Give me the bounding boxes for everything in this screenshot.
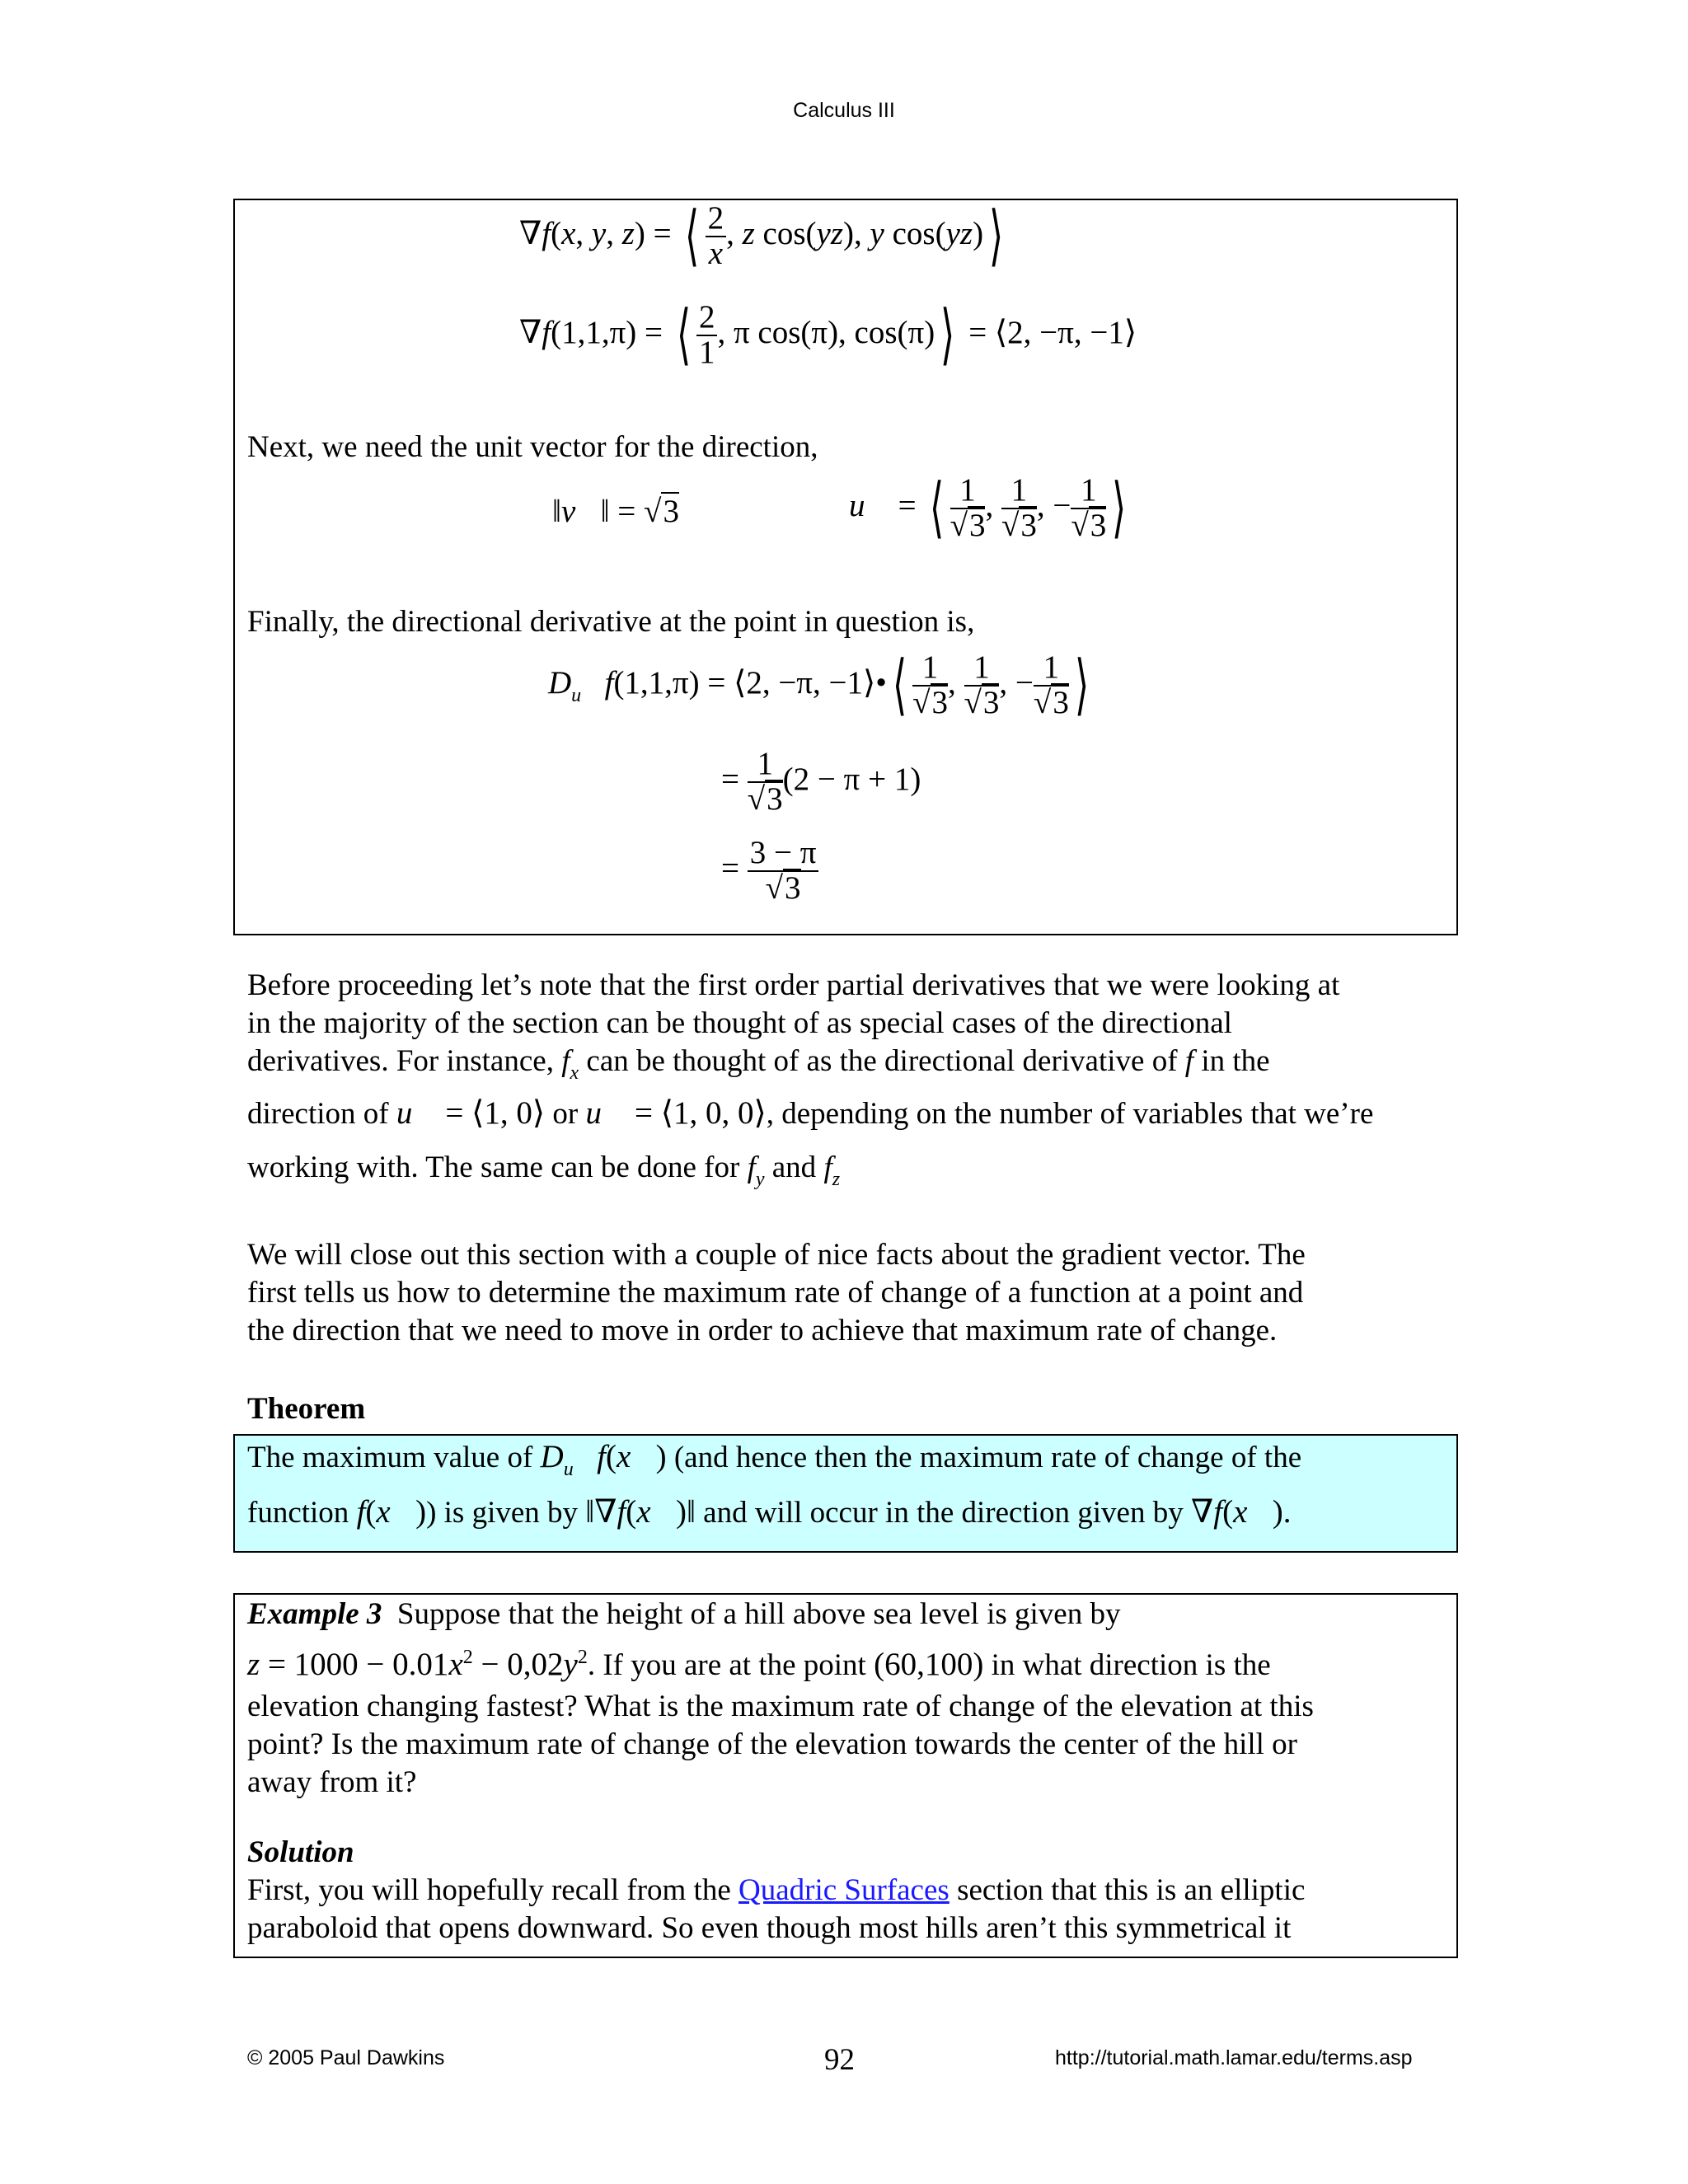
derivative-result: = $\frac{3 - \pi}{√3}$ — [721, 837, 818, 906]
directional-derivative-equation: $D_{u⃗}$ f(1,1,π) = ⟨2, −π, −1⟩•⟨ $\frac{1}{√3}$ , $\frac{1}{√3}$ , − $\frac{1}{√3}$ ⟩ — [548, 649, 1090, 722]
theorem-line2-c: and will occur in the direction given by — [703, 1496, 1184, 1530]
theorem-heading: Theorem — [247, 1392, 366, 1426]
theorem-line1-b: (and hence then the maximum rate of change of the — [673, 1441, 1302, 1474]
theorem-line2: function f(x⃗)) is given by ‖∇f(x⃗)‖ and will occur in the direction given by ∇f(x⃗). — [247, 1494, 1292, 1530]
para1-line2: in the majority of the section can be thought of as special cases of the directional — [247, 1006, 1232, 1040]
solution-line1 — [247, 1872, 1305, 1910]
example-label: Example 3 — [247, 1597, 382, 1631]
page-header: Calculus III — [793, 99, 895, 122]
vector-norm-equation: ‖v⃗‖ = √3 — [552, 494, 679, 529]
example-line2: $z = 1000 - 0.01x^2 - 0,02y^2$. If you are at the point (60,100) in what direction is the — [247, 1647, 1271, 1682]
solution-line1-b: section that this is an elliptic — [957, 1873, 1306, 1907]
example-line1-text: Suppose that the height of a hill above sea level is given by — [396, 1597, 1121, 1631]
para1-line4-or: or — [552, 1097, 579, 1131]
solution-line1-a: First, you will hopefully recall from the — [247, 1873, 731, 1907]
example-line1 — [247, 1596, 1120, 1633]
example-line2-a: . If you are at the point — [587, 1648, 866, 1682]
example-line3: elevation changing fastest? What is the maximum rate of change of the elevation at this — [247, 1690, 1314, 1723]
example-line5: away from it? — [247, 1765, 417, 1799]
para1-line3-b: can be thought of as the directional derivative of — [586, 1044, 1178, 1078]
para1-line4-b: , depending on the number of variables that we’re — [766, 1097, 1374, 1131]
theorem-line1: The maximum value of $D_{u⃗}$ f(x⃗) (and hence then the maximum rate of change of the — [247, 1439, 1302, 1480]
para2-line1: We will close out this section with a couple of nice facts about the gradient vector. The — [247, 1238, 1306, 1272]
para1-line5-a: working with. The same can be done for — [247, 1151, 740, 1184]
para1-line4: direction of u⃗ = ⟨1, 0⟩ or u⃗ = ⟨1, 0, 0⟩, depending on the number of variables that we’re — [247, 1095, 1374, 1131]
example-line2-b: in what direction is the — [991, 1648, 1271, 1682]
para1-line5: working with. The same can be done for $f_y$ and $f_z$ — [247, 1151, 841, 1190]
gradient-at-point-equation: ∇f(1,1,π) = ⟨ $\frac{2}{1}$ , π cos(π), cos(π)⟩ = ⟨2, −π, −1⟩ — [519, 298, 1137, 372]
finally-text: Finally, the directional derivative at the point in question is, — [247, 605, 975, 639]
unit-vector-equation: u⃗ = ⟨ $\frac{1}{√3}$ , $\frac{1}{√3}$ , − $\frac{1}{√3}$ ⟩ — [849, 471, 1127, 545]
theorem-line2-a: function — [247, 1496, 349, 1530]
example-line4: point? Is the maximum rate of change of the elevation towards the center of the hill or — [247, 1727, 1298, 1761]
para2-line3: the direction that we need to move in order to achieve that maximum rate of change. — [247, 1314, 1278, 1347]
theorem-line1-a: The maximum value of — [247, 1441, 533, 1474]
para1-line3: derivatives. For instance, $f_x$ can be thought of as the directional derivative of f in the — [247, 1044, 1270, 1084]
para1-line4-a: direction of — [247, 1097, 389, 1131]
solution-heading: Solution — [247, 1835, 354, 1869]
derivative-step-2: = $\frac{1}{√3}$ (2 − π + 1) — [721, 746, 921, 817]
para1-line1: Before proceeding let’s note that the first order partial derivatives that we were looking at — [247, 968, 1340, 1002]
solution-line2: paraboloid that opens downward. So even though most hills aren’t this symmetrical it — [247, 1911, 1292, 1945]
footer-url: http://tutorial.math.lamar.edu/terms.asp — [1055, 2046, 1413, 2069]
para1-line3-c: in the — [1201, 1044, 1270, 1078]
quadric-surfaces-link[interactable]: Quadric Surfaces — [738, 1873, 950, 1907]
footer-copyright: © 2005 Paul Dawkins — [247, 2046, 445, 2069]
para2-line2: first tells us how to determine the maximum rate of change of a function at a point and — [247, 1276, 1304, 1310]
theorem-line2-b: ) is given by — [426, 1496, 579, 1530]
next-text: Next, we need the unit vector for the direction, — [247, 430, 818, 464]
para1-line3-a: derivatives. For instance, — [247, 1044, 554, 1078]
para1-line5-and: and — [771, 1151, 817, 1184]
page-number: 92 — [824, 2043, 855, 2077]
gradient-equation: ∇f(x, y, z) = ⟨ $\frac{2}{x}$ , z cos(yz), y cos(yz)⟩ — [519, 199, 1004, 273]
